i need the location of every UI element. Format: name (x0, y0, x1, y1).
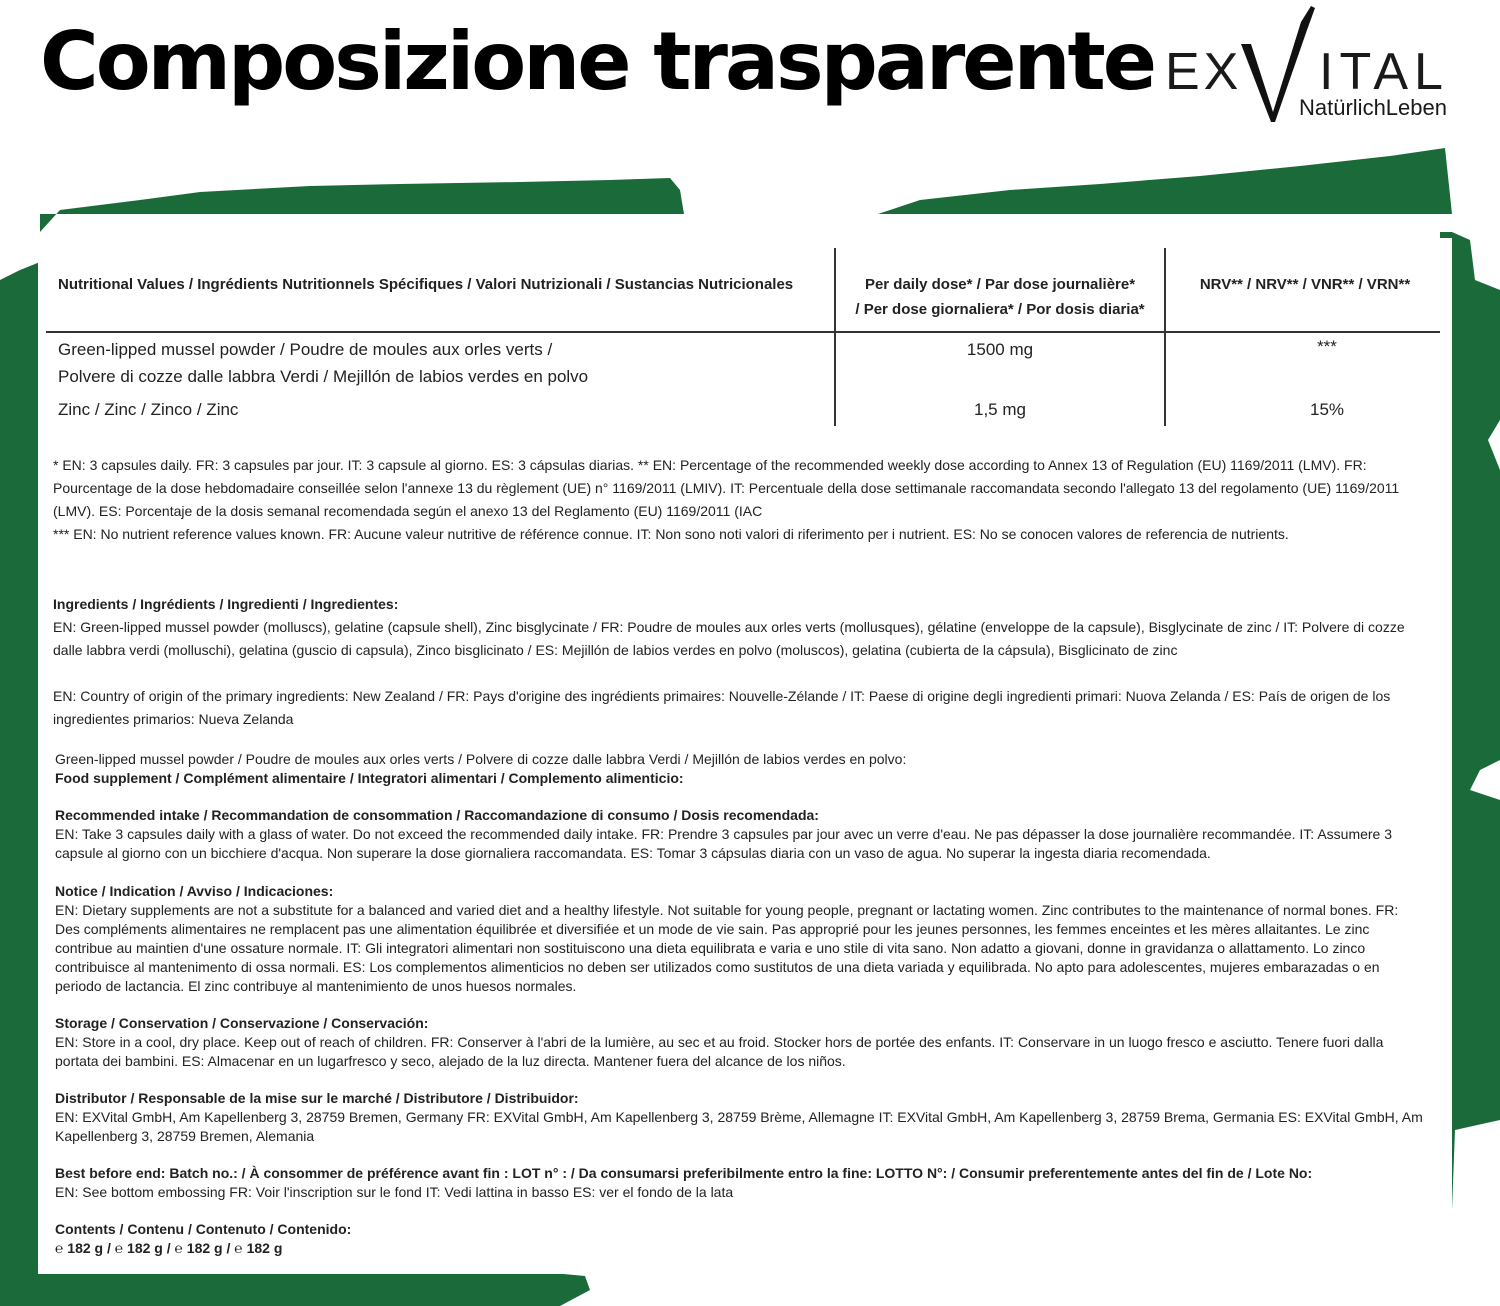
row-mussel-dose: 1500 mg (966, 340, 1034, 359)
brand-logo (1165, 4, 1465, 124)
row-mussel-name: Green-lipped mussel powder / Poudre de moules aux orles verts / (58, 340, 553, 359)
distributor-line: Kapellenberg 3, 28759 Bremen, Alemania (55, 1128, 315, 1144)
label-panel (38, 238, 1452, 1274)
notice-section (55, 882, 1398, 996)
row-zinc-name: Zinc / Zinc / Zinco / Zinc (58, 400, 239, 419)
table-divider (1164, 248, 1166, 426)
ingredients-heading: Ingredients / Ingrédients / Ingredienti / Ingredientes: (53, 596, 399, 612)
logo-prefix: EX (1165, 43, 1243, 101)
brush-stroke-top-right (878, 148, 1452, 214)
notice-heading: Notice / Indication / Avviso / Indicaciones: (55, 883, 334, 899)
row-mussel-nrv: *** (1317, 337, 1337, 356)
brush-stroke-top-left (40, 178, 684, 232)
notice-line: EN: Dietary supplements are not a substitute for a balanced and varied diet and a healthy lifestyle. Not suitable for young people, pregnant or lactating women. Zinc contributes to the maintenance of normal bones. FR: (55, 902, 1399, 918)
best-before-heading: Best before end: Batch no.: / À consommer de préférence avant fin : LOT n° : / Da consumarsi preferibilmente entro la fine: LOTTO N°: / Consumir preferentemente antes del fin de / Lote No: (55, 1165, 1313, 1181)
header-nrv: NRV** / NRV** / VNR** / VRN** (1199, 276, 1411, 293)
footnote-line: (LMV). ES: Porcentaje de la dosis semanal recomendada según el anexo 13 del Reglamento (EU) 1169/2011 (IAC (53, 503, 763, 519)
contents-line: ℮ 182 g / ℮ 182 g / ℮ 182 g / ℮ 182 g (55, 1240, 283, 1256)
intake-line: capsule al giorno con un bicchiere d'acqua. Non superare la dose giornaliera raccomandata. ES: Tomar 3 cápsulas diaria con un vaso de agua. No superar la ingesta diaria recomendada. (55, 845, 1211, 861)
table-header-rule (46, 331, 1440, 333)
intake-section (55, 806, 1392, 863)
footnote-line: *** EN: No nutrient reference values known. FR: Aucune valeur nutritive de référence connue. IT: Non sono noti valori di riferimento per i nutrient. ES: No se conocen valores de referencia de nutrients. (53, 526, 1289, 542)
notice-line: periodo de lactancia. El zinc contribuye al mantenimiento de unos huesos normales. (55, 978, 577, 994)
row-mussel-name-2: Polvere di cozze dalle labbra Verdi / Mejillón de labios verdes en polvo (58, 367, 589, 386)
intake-line: EN: Take 3 capsules daily with a glass of water. Do not exceed the recommended daily intake. FR: Prendre 3 capsules par jour avec un verre d'eau. Ne pas dépasser la dose journalière recommandée. IT: Assumere 3 (55, 826, 1393, 842)
storage-line: EN: Store in a cool, dry place. Keep out of reach of children. FR: Conserver à l'abri de la lumière, au sec et au froid. Stocker hors de portée des enfants. IT: Conservare in un luogo fresco e asciutto. Tenere fuori dalla (55, 1034, 1384, 1050)
page-title: Composizione trasparente (40, 15, 1155, 108)
contents-section (55, 1220, 351, 1258)
product-section (55, 750, 906, 788)
footnotes (53, 454, 1399, 546)
footnote-line: * EN: 3 capsules daily. FR: 3 capsules par jour. IT: 3 capsule al giorno. ES: 3 cápsulas diarias. ** EN: Percentage of the recommended weekly dose according to Annex 13 of Regulation (EU) 1169/2011 (LMV). FR: (53, 457, 1367, 473)
best-before-line: EN: See bottom embossing FR: Voir l'inscription sur le fond IT: Vedi lattina in basso ES: ver el fondo de la lata (55, 1184, 734, 1200)
header-dose-2: / Per dose giornaliera* / Por dosis diaria* (855, 301, 1145, 318)
product-category: Food supplement / Complément alimentaire / Integratori alimentari / Complemento alimenticio: (55, 770, 684, 786)
table-divider (834, 248, 836, 426)
footnote-line: Pourcentage de la dose hebdomadaire conseillée selon l'annexe 13 du règlement (UE) n° 1169/2011 (LMIV). IT: Percentuale della dose settimanale raccomandata secondo l'allegato 13 del regolamento (UE) 1169/2011 (53, 480, 1400, 496)
ingredients-section (53, 593, 1405, 662)
row-zinc-nrv: 15% (1309, 400, 1345, 419)
logo-suffix: ITAL (1319, 43, 1449, 101)
nutrition-table (46, 248, 1440, 426)
intake-heading: Recommended intake / Recommandation de consommation / Raccomandazione di consumo / Dosis recomendada: (55, 807, 819, 823)
origin-line: ingredientes primarios: Nueva Zelanda (53, 711, 294, 727)
distributor-line: EN: EXVital GmbH, Am Kapellenberg 3, 28759 Bremen, Germany FR: EXVital GmbH, Am Kapellenberg 3, 28759 Brème, Allemagne IT: EXVital GmbH, Am Kapellenberg 3, 28759 Brema, Germania ES: EXVital GmbH, Am (55, 1109, 1423, 1125)
storage-heading: Storage / Conservation / Conservazione / Conservación: (55, 1015, 429, 1031)
notice-line: contribuisce al mantenimento di ossa normali. ES: Los complementos alimenticios no deben ser utilizados como sustitutos de una dieta variada y equilibrada. No apto para adolescentes, mujeres embarazadas o en (55, 959, 1380, 975)
storage-section (55, 1014, 1383, 1071)
contents-heading: Contents / Contenu / Contenuto / Contenido: (55, 1221, 352, 1237)
storage-line: portata dei bambini. ES: Almacenar en un lugarfresco y seco, alejado de la luz directa. Mantener fuera del alcance de los niños. (55, 1053, 846, 1069)
origin-line: EN: Country of origin of the primary ingredients: New Zealand / FR: Pays d'origine des ingrédients primaires: Nouvelle-Zélande / IT: Paese di origine degli ingredienti primari: Nuova Zelanda / ES: País de origen de los (53, 688, 1391, 704)
brush-stroke-bottom (38, 1270, 590, 1306)
notice-line: Des compléments alimentaires ne remplacent pas une alimentation équilibrée et diversifiée et un mode de vie sain. Pas approprié pour les jeunes personnes, les femmes enceintes et les mères allaitantes. Le zinc (55, 921, 1370, 937)
distributor-heading: Distributor / Responsable de la mise sur le marché / Distributore / Distribuidor: (55, 1090, 579, 1106)
ingredients-line: dalle labbra verdi (molluschi), gelatina (guscio di capsula), Zinco bisglicinato / ES: Mejillón de labios verdes en polvo (moluscos), gelatina (cubierta de la cápsula), Bisglicinato de zinc (53, 642, 1178, 658)
header-nutrient: Nutritional Values / Ingrédients Nutritionnels Spécifiques / Valori Nutrizionali / Sustancias Nutricionales (58, 276, 794, 293)
row-zinc-dose: 1,5 mg (974, 400, 1026, 419)
best-before-section (55, 1164, 1312, 1202)
product-name: Green-lipped mussel powder / Poudre de moules aux orles verts / Polvere di cozze dalle labbra Verdi / Mejillón de labios verdes en polvo: (55, 751, 907, 767)
origin-section (53, 685, 1390, 731)
distributor-section (55, 1089, 1423, 1146)
ingredients-line: EN: Green-lipped mussel powder (molluscs), gelatine (capsule shell), Zinc bisglycinate / FR: Poudre de moules aux orles verts (mollusques), gélatine (enveloppe de la capsule), Bisglycinate de zinc / IT: Polvere di cozze (53, 619, 1405, 635)
logo-tagline: NatürlichLeben (1299, 95, 1447, 120)
notice-line: contribue au maintien d'une ossature normale. IT: Gli integratori alimentari non sostituiscono una dieta equilibrata e varia e uno stile di vita sano. Non adatto a giovani, donne in gravidanza o allattamento. Lo zinco (55, 940, 1366, 956)
header-dose-1: Per daily dose* / Par dose journalière* (864, 276, 1136, 293)
